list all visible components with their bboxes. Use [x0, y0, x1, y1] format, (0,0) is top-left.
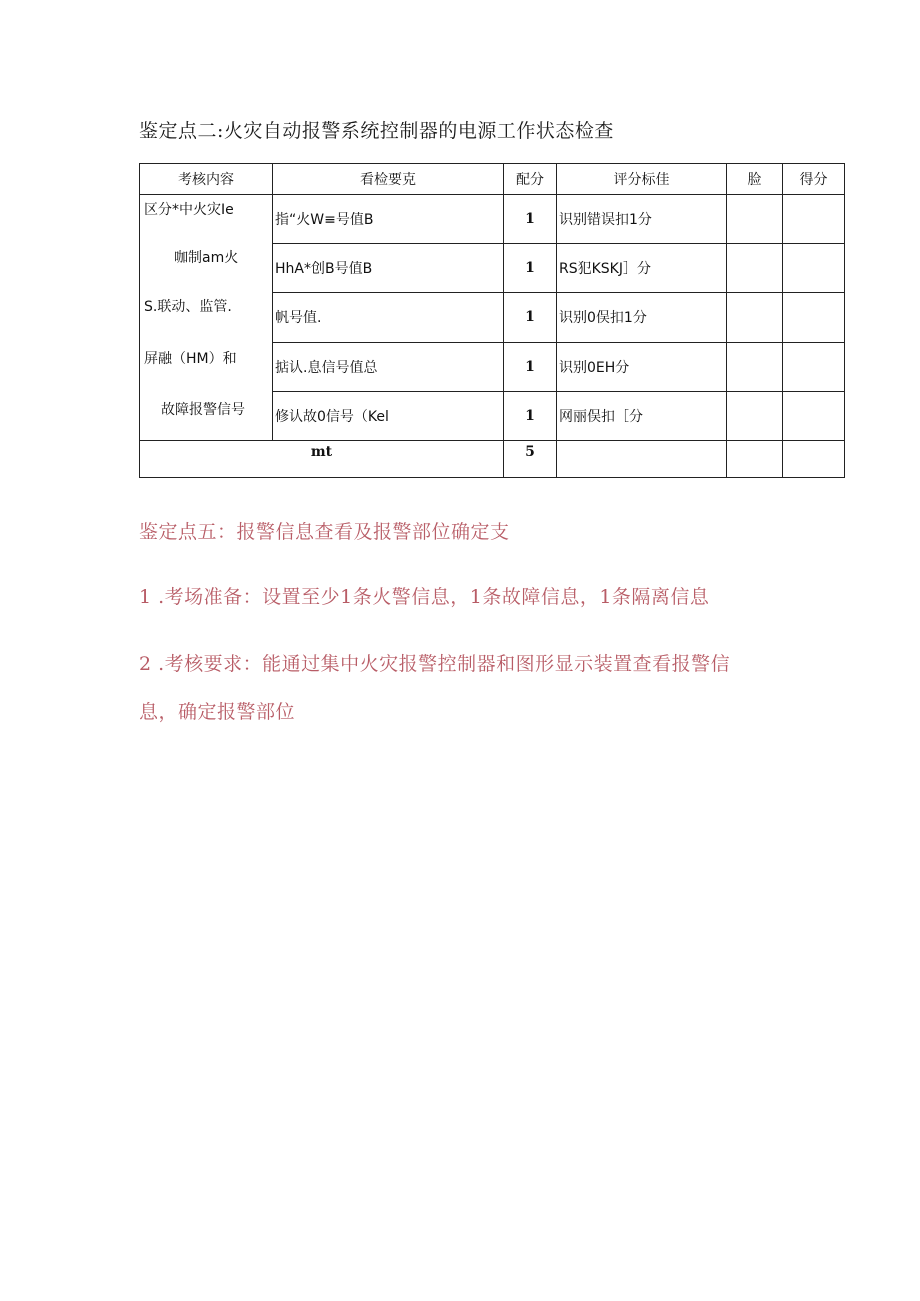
row-criteria: 网丽俣扣［分	[557, 391, 727, 440]
row-check	[727, 244, 783, 293]
row-score: 1	[504, 244, 557, 293]
row-criteria: 识别0EH分	[557, 342, 727, 391]
total-check	[727, 441, 783, 478]
content-line: 区分*中火灾Ie	[144, 202, 234, 218]
row-criteria: 识别错误扣1分	[557, 195, 727, 244]
total-row	[140, 441, 845, 478]
row-check	[727, 195, 783, 244]
row-result	[783, 342, 845, 391]
section-title-2: 鉴定点五：报警信息查看及报警部位确定支	[139, 521, 510, 543]
row-score: 1	[504, 195, 557, 244]
row-criteria: RS犯KSKJ］分	[557, 244, 727, 293]
total-criteria	[557, 441, 727, 478]
header-result: 得分	[783, 164, 845, 195]
row-item: 修认故0信号（Kel	[273, 391, 504, 440]
row-item: HhA*创B号值B	[273, 244, 504, 293]
total-result	[783, 441, 845, 478]
paragraph-item-2-continued: 息，确定报警部位	[139, 701, 296, 723]
content-line: 咖制am火	[174, 250, 239, 266]
section-title: 鉴定点二:火灾自动报警系统控制器的电源工作状态检查	[139, 120, 614, 142]
row-result	[783, 391, 845, 440]
header-check: 脸	[727, 164, 783, 195]
content-line: 故障报警信号	[161, 402, 245, 418]
paragraph-item-1: 1 .考场准备：设置至少1条火警信息，1条故障信息，1条隔离信息	[139, 586, 710, 608]
table-row	[140, 195, 845, 244]
row-item: 帆号值.	[273, 293, 504, 342]
total-label: mt	[140, 441, 504, 478]
paragraph-item-2: 2 .考核要求：能通过集中火灾报警控制器和图形显示装置查看报警信	[139, 653, 731, 675]
row-result	[783, 293, 845, 342]
row-check	[727, 391, 783, 440]
row-check	[727, 342, 783, 391]
content-cell	[140, 195, 273, 441]
row-item: 指“火W≡号值B	[273, 195, 504, 244]
row-score: 1	[504, 293, 557, 342]
content-line: 屏融（HM）和	[144, 351, 237, 367]
content-line: S.联动、监管.	[144, 299, 232, 315]
total-score: 5	[504, 441, 557, 478]
row-score: 1	[504, 391, 557, 440]
row-result	[783, 195, 845, 244]
header-criteria: 评分标佳	[557, 164, 727, 195]
table-header-row	[140, 164, 845, 195]
row-item: 掂认.息信号值总	[273, 342, 504, 391]
assessment-table	[139, 163, 845, 478]
header-requirement: 看检要克	[273, 164, 504, 195]
row-check	[727, 293, 783, 342]
row-score: 1	[504, 342, 557, 391]
row-criteria: 识别0俣扣1分	[557, 293, 727, 342]
row-result	[783, 244, 845, 293]
header-content: 考核内容	[140, 164, 273, 195]
header-score: 配分	[504, 164, 557, 195]
